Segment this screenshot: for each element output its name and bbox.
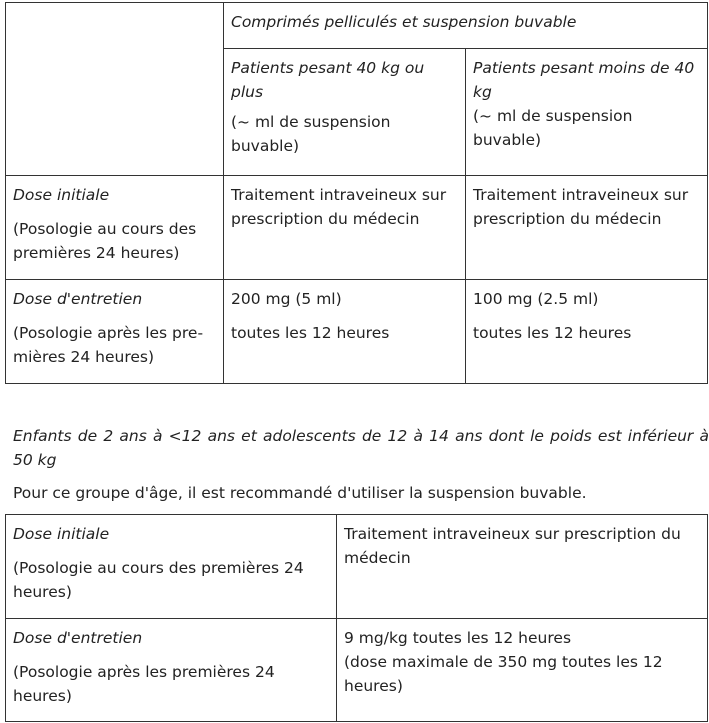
header-light-title: Patients pesant moins de 40 kg (473, 59, 695, 101)
row-label: Dose d'entretien (13, 290, 143, 308)
light-value-cell (466, 176, 708, 280)
table-header-row (6, 3, 708, 49)
table-row (6, 176, 708, 280)
light-value-cell (466, 280, 708, 384)
heavy-value: Traitement intraveineux sur prescription du médecin (231, 186, 447, 228)
light-dose: 100 mg (2.5 ml) (473, 290, 599, 308)
row-label: Dose d'entretien (13, 629, 143, 647)
row-label-cell (6, 619, 337, 722)
heavy-value-cell (224, 176, 466, 280)
heavy-value-cell (224, 280, 466, 384)
dosage-table-adults (5, 2, 708, 384)
row-sublabel: (Posologie après les pre-mières 24 heures) (13, 324, 204, 366)
row-label-cell (6, 515, 337, 619)
empty-header-cell (6, 3, 224, 176)
row-label-cell (6, 176, 224, 280)
header-light-cell (466, 49, 708, 176)
row-value: Traitement intraveineux sur prescription du médecin (344, 525, 681, 567)
header-light-note: (~ ml de suspension buvable) (473, 107, 633, 149)
heavy-frequency: toutes les 12 heures (231, 324, 390, 342)
heavy-dose: 200 mg (5 ml) (231, 290, 342, 308)
section-intro: Pour ce groupe d'âge, il est recommandé d'utiliser la suspension buvable. (13, 484, 587, 502)
row-value-max: (dose maximale de 350 mg toutes les 12 heures) (344, 653, 663, 695)
header-heavy-title: Patients pesant 40 kg ou plus (231, 59, 425, 101)
section-heading: Enfants de 2 ans à <12 ans et adolescents de 12 à 14 ans dont le poids est inférieur à 50 kg (13, 427, 709, 469)
table-row (6, 619, 708, 722)
row-value-dose: 9 mg/kg toutes les 12 heures (344, 629, 572, 647)
table-row (6, 280, 708, 384)
light-value: Traitement intraveineux sur prescription du médecin (473, 186, 689, 228)
dosage-table-children (5, 514, 708, 722)
header-main-cell (224, 3, 708, 49)
row-label: Dose initiale (13, 186, 110, 204)
row-sublabel: (Posologie au cours des premières 24 heures) (13, 220, 197, 262)
header-main-text: Comprimés pelliculés et suspension buvable (231, 13, 577, 31)
row-label-cell (6, 280, 224, 384)
row-sublabel: (Posologie au cours des premières 24 heures) (13, 559, 304, 601)
row-label: Dose initiale (13, 525, 110, 543)
light-frequency: toutes les 12 heures (473, 324, 632, 342)
value-cell (337, 619, 708, 722)
row-sublabel: (Posologie après les premières 24 heures) (13, 663, 275, 705)
header-heavy-note: (~ ml de suspension buvable) (231, 113, 391, 155)
header-heavy-cell (224, 49, 466, 176)
table-row (6, 515, 708, 619)
value-cell (337, 515, 708, 619)
